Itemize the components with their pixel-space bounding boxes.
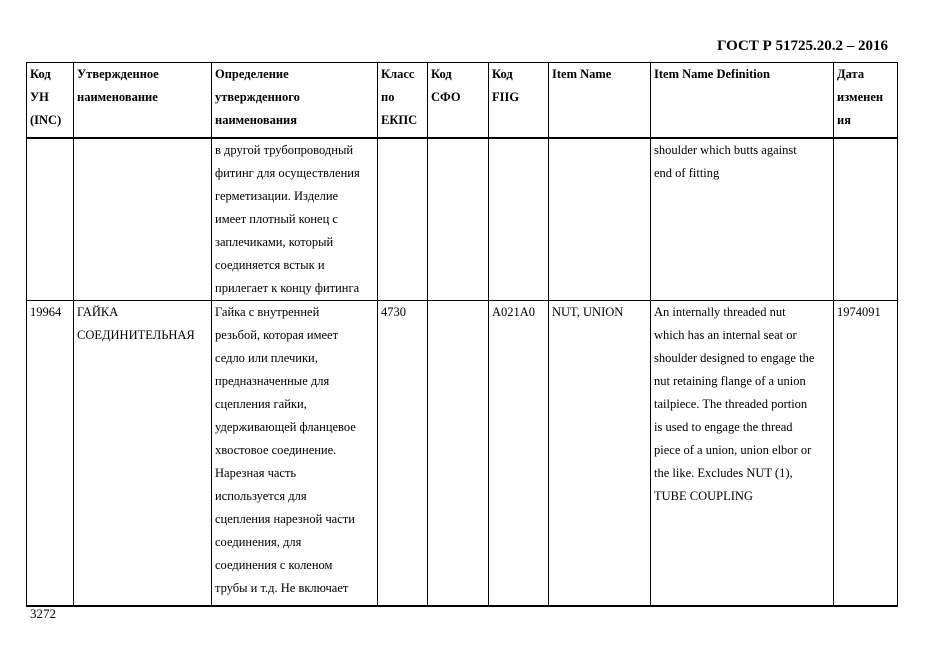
document-code: ГОСТ Р 51725.20.2 – 2016	[716, 38, 888, 54]
col-header-definition: Определение утвержденного наименования	[212, 63, 378, 138]
cell-fiig: A021A0	[489, 301, 549, 606]
col-header-sfo: Код СФО	[428, 63, 489, 138]
items-table	[26, 62, 898, 607]
cell-item-definition: shoulder which butts against end of fitting	[651, 138, 834, 301]
cell-class	[378, 138, 428, 301]
cell-item-definition: An internally threaded nut which has an internal seat or shoulder designed to engage the nut retaining flange of a union tailpiece. The threaded portion is used to engage the thread piece of a union, union elbor or the like. Excludes NUT (1), TUBE COUPLING	[651, 301, 834, 606]
cell-definition: в другой трубопроводный фитинг для осуществления герметизации. Изделие имеет плотный конец с заплечиками, который соединяется встык и прилегает к концу фитинга	[212, 138, 378, 301]
col-header-item-definition: Item Name Definition	[651, 63, 834, 138]
cell-sfo	[428, 301, 489, 606]
cell-fiig	[489, 138, 549, 301]
cell-date: 1974091	[834, 301, 898, 606]
table-row	[27, 138, 898, 301]
cell-name	[74, 138, 212, 301]
col-header-date: Дата изменен ия	[834, 63, 898, 138]
cell-code: 19964	[27, 301, 74, 606]
col-header-class: Класс по ЕКПС	[378, 63, 428, 138]
page-number: 3272	[30, 606, 56, 621]
cell-class: 4730	[378, 301, 428, 606]
cell-item-name	[549, 138, 651, 301]
col-header-code: Код УН (INC)	[27, 63, 74, 138]
col-header-name: Утвержденное наименование	[74, 63, 212, 138]
col-header-item-name: Item Name	[549, 63, 651, 138]
table-header-row	[27, 63, 898, 138]
table-row	[27, 301, 898, 606]
cell-sfo	[428, 138, 489, 301]
col-header-fiig: Код FIIG	[489, 63, 549, 138]
cell-date	[834, 138, 898, 301]
cell-name: ГАЙКА СОЕДИНИТЕЛЬНАЯ	[74, 301, 212, 606]
cell-definition: Гайка с внутренней резьбой, которая имеет седло или плечики, предназначенные для сцепления гайки, удерживающей фланцевое хвостовое соединение. Нарезная часть используется для сцепления нарезной части соединения, для соединения с коленом трубы и т.д. Не включает	[212, 301, 378, 606]
cell-item-name: NUT, UNION	[549, 301, 651, 606]
cell-code	[27, 138, 74, 301]
